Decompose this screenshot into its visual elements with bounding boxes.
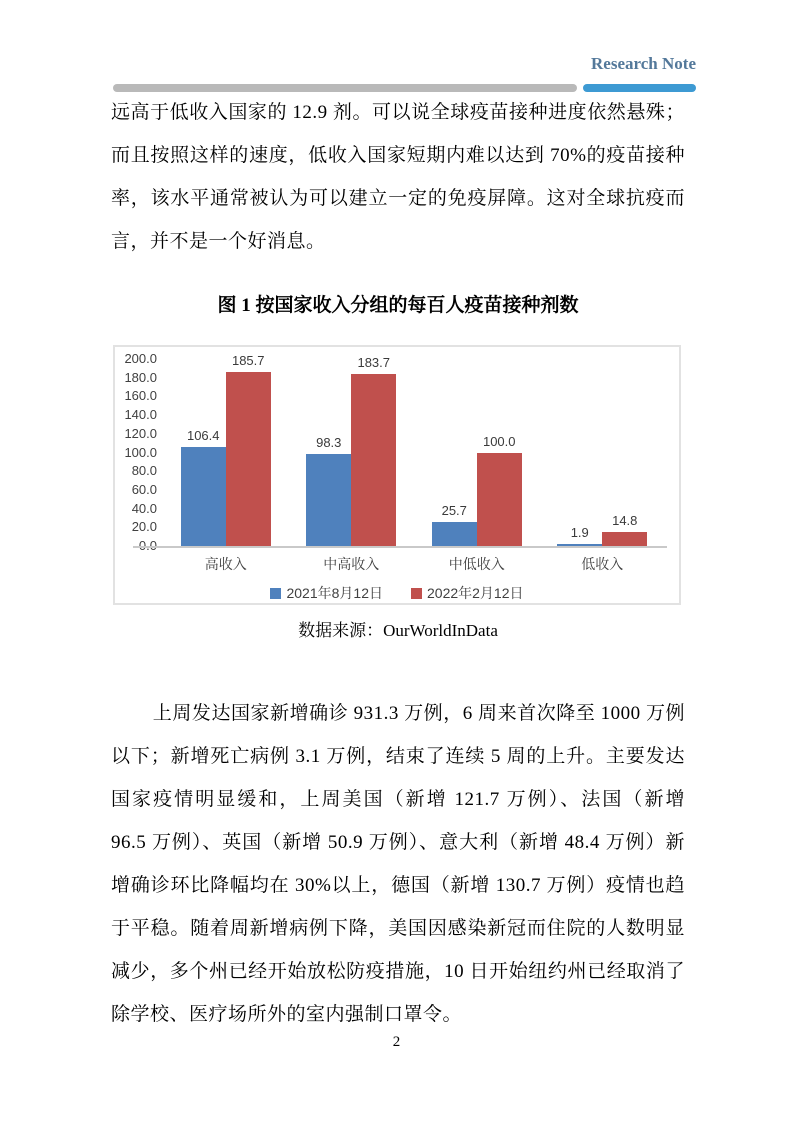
chart-legend <box>115 583 679 603</box>
y-axis-tick-label: 60.0 <box>131 481 157 497</box>
bar-value-label: 98.3 <box>316 435 342 451</box>
bar-2022年2月12日 <box>351 355 396 546</box>
bar-2022年2月12日 <box>226 353 271 546</box>
paragraph-vaccine-gap: 远高于低收入国家的 12.9 剂。可以说全球疫苗接种进度依然悬殊；而且按照这样的速度，低收入国家短期内难以达到 70%的疫苗接种率，该水平通常被认为可以建立一定的免疫屏障。这对全球抗疫而言，并不是一个好消息。 <box>111 102 685 252</box>
y-axis-tick-label: 180.0 <box>124 369 157 385</box>
y-axis-tick-label: 20.0 <box>131 519 157 535</box>
legend-label: 2022年2月12日 <box>427 585 524 601</box>
page-number: 2 <box>392 1034 401 1050</box>
bar-2022年2月12日 <box>602 513 647 546</box>
bar-pair <box>432 433 522 547</box>
plot-area <box>163 347 665 572</box>
legend-item <box>411 583 524 603</box>
category-group <box>540 347 666 572</box>
figure-source-caption: 数据来源：OurWorldInData <box>298 621 498 640</box>
bar-2021年8月12日 <box>306 435 351 546</box>
brand-title: Research Note <box>591 54 696 73</box>
category-label: 低收入 <box>581 556 624 572</box>
bar-value-label: 14.8 <box>612 513 638 529</box>
legend-swatch-icon <box>270 588 281 599</box>
y-axis-tick-label: 80.0 <box>131 463 157 479</box>
bar-pair <box>306 355 396 546</box>
bar-value-label: 183.7 <box>357 355 391 371</box>
category-label: 中高收入 <box>323 556 380 572</box>
bar-value-label: 185.7 <box>231 353 265 369</box>
category-label: 高收入 <box>204 556 247 572</box>
y-axis-tick-label: 160.0 <box>124 388 157 404</box>
x-axis-line <box>133 546 667 548</box>
y-axis-tick-label: 120.0 <box>124 425 157 441</box>
figure-title: 图 1 按国家收入分组的每百人疫苗接种剂数 <box>217 295 579 316</box>
bar-2021年8月12日 <box>181 427 226 546</box>
bar-pair <box>181 353 271 546</box>
bar-value-label: 106.4 <box>186 427 220 443</box>
legend-label: 2021年8月12日 <box>286 585 383 601</box>
figure1-bar-chart <box>113 345 681 605</box>
legend-item <box>270 583 383 603</box>
y-axis-tick-label: 100.0 <box>124 444 157 460</box>
paragraph-weekly-cases: 上周发达国家新增确诊 931.3 万例，6 周来首次降至 1000 万例以下；新增死亡病例 3.1 万例，结束了连续 5 周的上升。主要发达国家疫情明显缓和，上周美国（新增 121.7 万例）、法国（新增 96.5 万例）、英国（新增 50.9 万例）、意大利（新增 48.4 万例）新增确诊环比降幅均在 30%以上，德国（新增 130.7 万例）疫情也趋于平稳。随着周新增病例下降，美国因感染新冠而住院的人数明显减少，多个州已经开始放松防疫措施，10 日开始纽约州已经取消了除学校、医疗场所外的室内强制口罩令。 <box>111 703 685 1025</box>
bar-value-label: 25.7 <box>441 502 467 518</box>
bar-pair <box>557 513 647 546</box>
y-axis-tick-label: 40.0 <box>131 500 157 516</box>
legend-swatch-icon <box>411 588 422 599</box>
bar-value-label: 1.9 <box>570 525 589 541</box>
bar-2021年8月12日 <box>432 502 477 546</box>
bar-2022年2月12日 <box>477 433 522 547</box>
category-group <box>414 347 540 572</box>
category-label: 中低收入 <box>448 556 505 572</box>
category-group <box>289 347 415 572</box>
y-axis-tick-label: 200.0 <box>124 351 157 366</box>
category-group <box>163 347 289 572</box>
bar-value-label: 100.0 <box>482 433 516 449</box>
bar-2021年8月12日 <box>557 525 602 546</box>
y-axis-tick-label: 140.0 <box>124 407 157 423</box>
